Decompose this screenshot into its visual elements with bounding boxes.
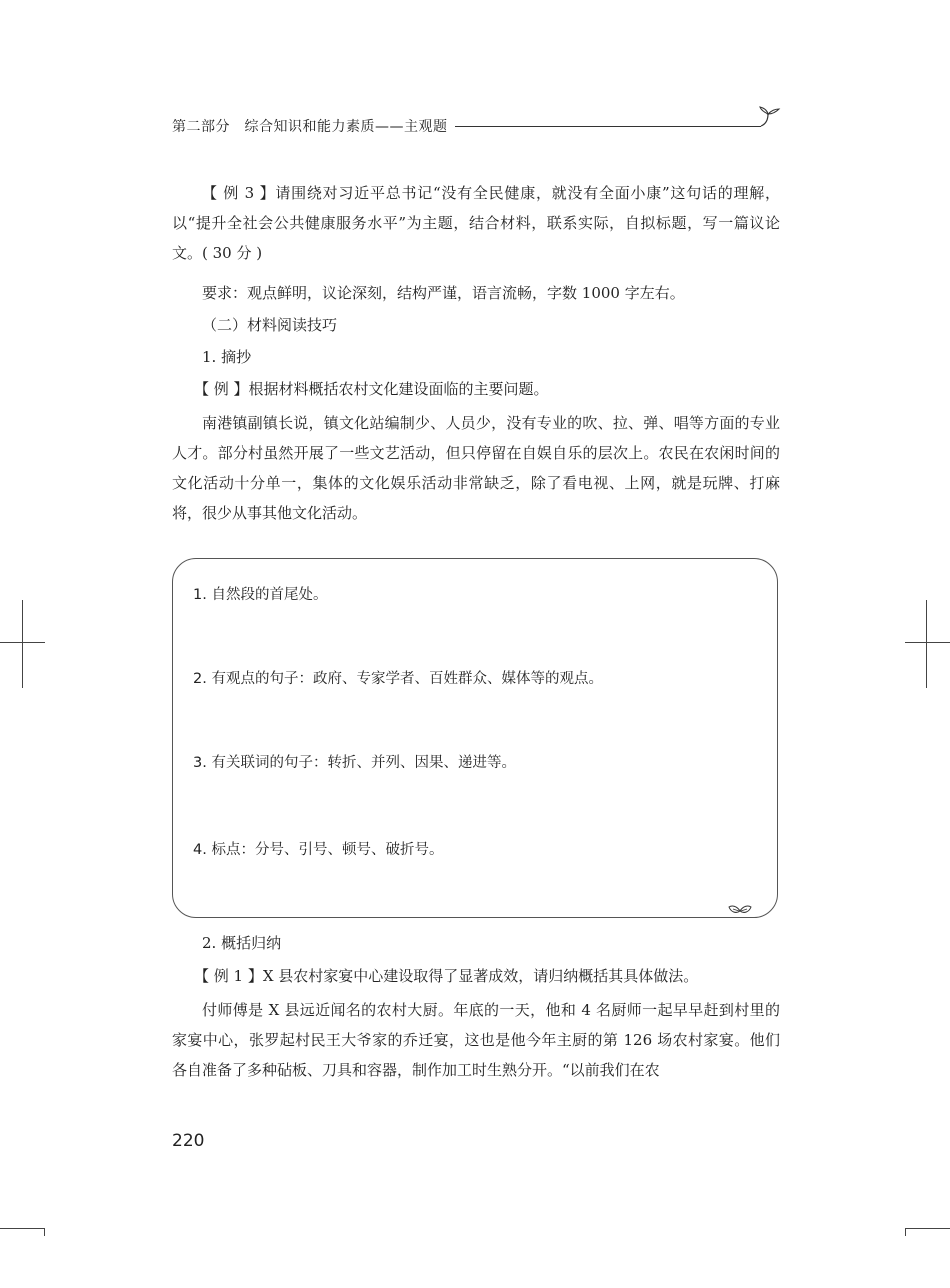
tips-box: [172, 558, 778, 918]
crop-mark: [44, 1228, 45, 1236]
crop-mark: [926, 600, 927, 688]
section-heading: （二）材料阅读技巧: [202, 316, 338, 334]
page-number: 220: [172, 1131, 205, 1151]
crop-mark: [905, 642, 950, 643]
example-3-text: 【 例 3 】请围绕对习近平总书记“没有全民健康，就没有全面小康”这句话的理解，以“提升全社会公共健康服务水平”为主题，结合材料，联系实际，自拟标题，写一篇议论文。( 30 分 ): [172, 184, 780, 262]
tip-item: 3. 有关联词的句子：转折、并列、因果、递进等。: [193, 755, 516, 771]
example-1-material: 付师傅是 X 县远近闻名的农村大厨。年底的一天，他和 4 名厨师一起早早赶到村里的家宴中心，张罗起村民王大爷家的乔迁宴，这也是他今年主厨的第 126 场农村家宴。他们各自准备了多种砧板、刀具和容器，制作加工时生熟分开。“以前我们在农: [172, 1001, 780, 1079]
sprout-icon: [752, 100, 784, 132]
tip-item: 1. 自然段的首尾处。: [193, 587, 328, 603]
material-paragraph: 南港镇副镇长说，镇文化站编制少、人员少，没有专业的吹、拉、弹、唱等方面的专业人才。部分村虽然开展了一些文艺活动，但只停留在自娱自乐的层次上。农民在农闲时间的文化活动十分单一，集体的文化娱乐活动非常缺乏，除了看电视、上网，就是玩牌、打麻将，很少从事其他文化活动。: [172, 414, 780, 522]
example-1-prompt: 【 例 1 】X 县农村家宴中心建设取得了显著成效，请归纳概括其具体做法。: [194, 967, 699, 985]
running-header-title: 第二部分 综合知识和能力素质——主观题: [172, 119, 448, 135]
subsection-heading-1: 1. 摘抄: [202, 348, 252, 366]
crop-mark: [905, 1228, 950, 1229]
tip-item: 2. 有观点的句子：政府、专家学者、百姓群众、媒体等的观点。: [193, 671, 603, 687]
crop-mark: [22, 600, 23, 688]
example-3-requirement: 要求：观点鲜明，议论深刻，结构严谨，语言流畅，字数 1000 字左右。: [202, 284, 685, 302]
example-prompt: 【 例 】根据材料概括农村文化建设面临的主要问题。: [194, 380, 549, 398]
tip-item: 4. 标点：分号、引号、顿号、破折号。: [193, 842, 444, 858]
header-rule: [455, 126, 761, 127]
subsection-heading-2: 2. 概括归纳: [202, 934, 282, 952]
crop-mark: [905, 1228, 906, 1236]
crop-mark: [0, 1228, 45, 1229]
leaf-icon: [727, 902, 753, 918]
